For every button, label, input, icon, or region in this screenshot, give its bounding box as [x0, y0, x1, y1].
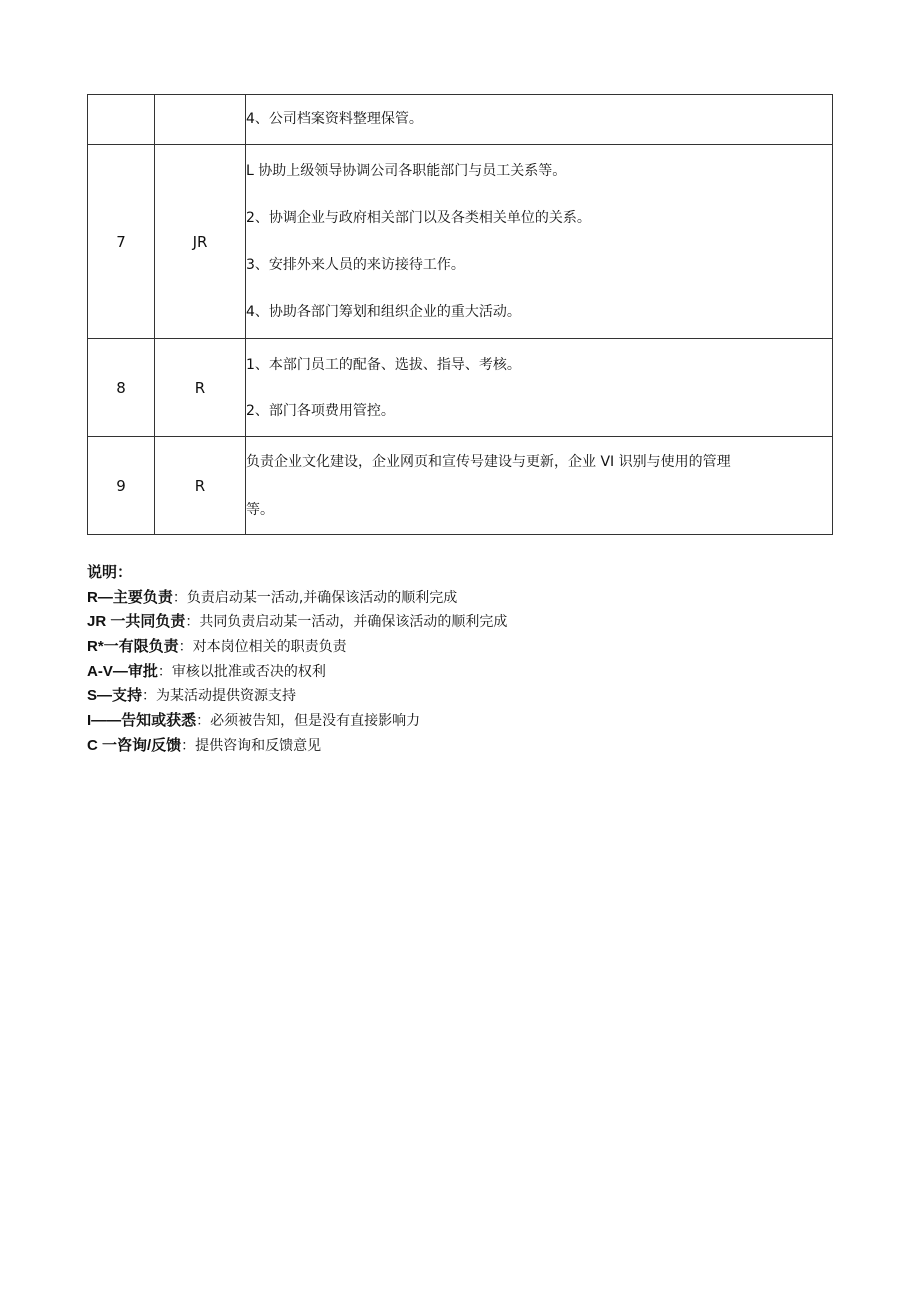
row-number: 9: [88, 437, 155, 535]
duty-line: 负责企业文化建设，企业网页和宣传号建设与更新，企业 VI 识别与使用的管理: [246, 453, 731, 470]
legend-item: [87, 734, 507, 759]
responsibility-code: R: [155, 339, 246, 437]
legend-separator: ：: [157, 663, 172, 680]
legend-label: S—支持: [87, 687, 143, 705]
legend-separator: ：: [185, 614, 200, 631]
duty-line: 4、协助各部门筹划和组织企业的重大活动。: [246, 303, 521, 320]
legend-text: 共同负责启动某一活动，并确保该活动的顺利完成: [199, 614, 508, 631]
duty-description: [246, 339, 833, 437]
duty-line: 2、协调企业与政府相关部门以及各类相关单位的关系。: [246, 209, 591, 226]
table-row: [88, 437, 833, 535]
legend-item: [87, 709, 507, 734]
legend-separator: ：: [178, 639, 193, 656]
legend-label: R*一有限负责: [87, 638, 179, 656]
legend-text: 审核以批准或否决的权利: [171, 663, 326, 680]
legend-separator: ：: [196, 713, 211, 730]
legend-separator: ：: [181, 737, 196, 754]
legend-text: 提供咨询和反馈意见: [195, 737, 322, 754]
duty-line: 4、公司档案资料整理保管。: [246, 111, 423, 127]
notes-heading: 说明：: [87, 564, 133, 581]
legend-label: R—主要负责: [87, 588, 173, 606]
responsibility-code: [155, 95, 246, 145]
legend-item: [87, 635, 507, 660]
row-number: 8: [88, 339, 155, 437]
duty-line: L 协助上级领导协调公司各职能部门与员工关系等。: [246, 162, 567, 179]
legend-item: [87, 660, 507, 685]
legend-label: I——告知或获悉: [87, 712, 197, 730]
responsibility-code: R: [155, 437, 246, 535]
legend-notes: [87, 561, 507, 759]
responsibility-code: JR: [155, 145, 246, 339]
legend-text: 对本岗位相关的职责负责: [192, 639, 347, 656]
legend-separator: ：: [172, 589, 187, 606]
duty-line: 1、本部门员工的配备、选拔、指导、考核。: [246, 356, 521, 373]
legend-item: [87, 586, 507, 611]
duty-line: 3、安排外来人员的来访接待工作。: [246, 256, 465, 273]
legend-text: 为某活动提供资源支持: [156, 688, 297, 705]
table-row: [88, 95, 833, 145]
legend-label: A-V—审批: [87, 662, 158, 680]
responsibility-table: [87, 94, 833, 535]
legend-item: [87, 684, 507, 709]
legend-label: JR 一共同负责: [87, 613, 186, 631]
duty-line: 等。: [246, 501, 274, 518]
row-number: [88, 95, 155, 145]
legend-item: [87, 610, 507, 635]
table-row: [88, 339, 833, 437]
duty-description: [246, 437, 833, 535]
legend-separator: ：: [142, 688, 157, 705]
duty-description: [246, 95, 833, 145]
duty-line: 2、部门各项费用管控。: [246, 402, 395, 419]
duty-description: [246, 145, 833, 339]
table-row: [88, 145, 833, 339]
row-number: 7: [88, 145, 155, 339]
legend-text: 负责启动某一活动,并确保该活动的顺利完成: [186, 589, 458, 606]
legend-label: C 一咨询/反馈: [87, 736, 182, 754]
legend-text: 必须被告知，但是没有直接影响力: [210, 713, 421, 730]
